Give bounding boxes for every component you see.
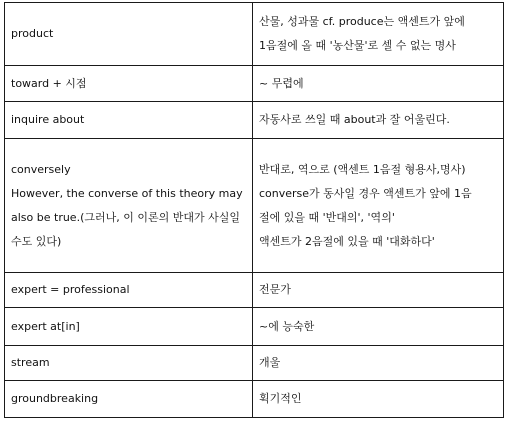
table-row: [5, 139, 504, 273]
definition-cell: [253, 308, 504, 346]
table-row: [5, 273, 504, 308]
definition-text: 전문가: [259, 283, 291, 296]
definition-cell: [253, 66, 504, 102]
term-cell: [5, 346, 253, 381]
term-cell: [5, 3, 253, 66]
definition-text: 절에 있을 때 '반대의', '역의': [259, 210, 395, 224]
term-cell: [5, 381, 253, 418]
definition-cell: [253, 139, 504, 273]
term-cell: [5, 273, 253, 308]
term-text: groundbreaking: [11, 392, 99, 405]
term-text: product: [11, 27, 54, 40]
vocabulary-table: [4, 2, 504, 418]
definition-cell: [253, 381, 504, 418]
table-row: [5, 66, 504, 102]
definition-text: ~ 무렵에: [259, 76, 304, 90]
table-row: [5, 3, 504, 66]
table-row: [5, 346, 504, 381]
term-cell: [5, 66, 253, 102]
term-text: expert = professional: [11, 283, 130, 296]
definition-text: 획기적인: [259, 392, 302, 405]
definition-text: 액센트가 2음절에 있을 때 '대화하다': [259, 234, 435, 248]
table-row: [5, 381, 504, 418]
definition-text: 1음절에 올 때 '농산물'로 셀 수 없는 명사: [259, 39, 456, 52]
definition-text: 자동사로 쓰일 때 about과 잘 어울린다.: [259, 113, 450, 126]
definition-text: 산물, 성과물 cf. produce는 액센트가 앞에: [259, 15, 465, 28]
definition-text: 반대로, 역으로 (액센트 1음절 형용사,명사): [259, 162, 466, 176]
definition-text: converse가 동사일 경우 액센트가 앞에 1음: [259, 186, 472, 200]
term-text: inquire about: [11, 113, 85, 126]
term-text: expert at[in]: [11, 319, 80, 333]
definition-cell: [253, 346, 504, 381]
example-sentence: However, the converse of this theory may also be true.(그러나, 이 이론의 반대가 사실일 수도 있다): [11, 186, 243, 248]
definition-cell: [253, 3, 504, 66]
term-cell: [5, 139, 253, 273]
term-text: toward + 시점: [11, 76, 87, 90]
term-text: stream: [11, 356, 50, 369]
table-row: [5, 102, 504, 139]
term-text: conversely: [11, 162, 71, 176]
term-cell: [5, 102, 253, 139]
term-cell: [5, 308, 253, 346]
definition-text: ~에 능숙한: [259, 319, 315, 333]
table-row: [5, 308, 504, 346]
definition-text: 개울: [259, 356, 281, 369]
definition-cell: [253, 102, 504, 139]
definition-cell: [253, 273, 504, 308]
